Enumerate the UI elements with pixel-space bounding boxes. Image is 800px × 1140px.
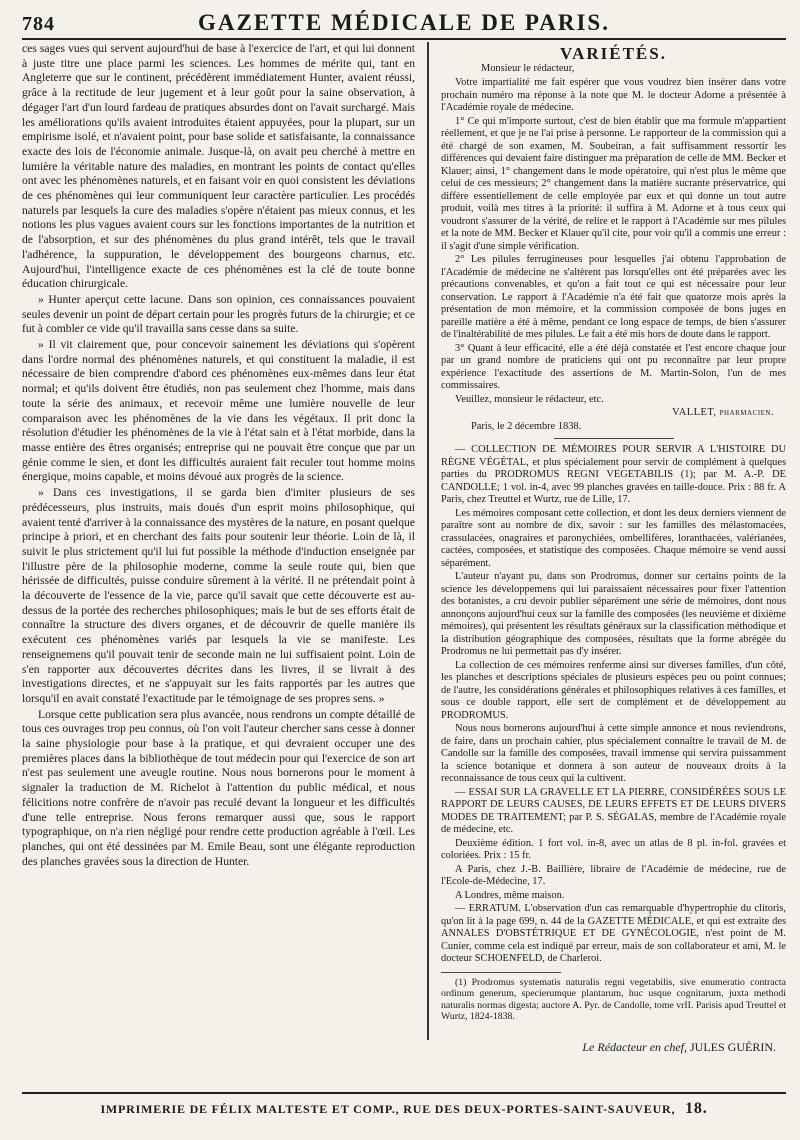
notice-paragraph: A Paris, chez J.-B. Baillière, libraire de l'Académie de médecine, rue de l'Ecole-de-Médecine, 17.	[441, 863, 786, 887]
letter-paragraph: Votre impartialité me fait espérer que vous voudrez bien insérer dans votre prochain numéro ma réponse à la note que M. le docteur Adorne a présentée à l'Académie royale de médecine.	[441, 77, 786, 113]
section-divider	[554, 438, 674, 439]
left-paragraph: » Hunter aperçut cette lacune. Dans son opinion, ces connaissances pouvaient seules devenir un point de départ certain pour les progrès futurs de la chirurgie; et ce fut à combler ce vide qu'il travailla sans cesse dans sa suite.	[22, 292, 415, 336]
imprint-text: IMPRIMERIE DE FÉLIX MALTESTE ET COMP., RUE DES DEUX-PORTES-SAINT-SAUVEUR,	[100, 1102, 676, 1116]
issue-number: 18.	[685, 1100, 708, 1117]
printer-imprint	[22, 1092, 786, 1118]
left-paragraph: ces sages vues qui servent aujourd'hui de base à l'exercice de l'art, et qui lui donnent à juste titre une place parmi les sciences. Les hommes de mérite qui, tant en Angleterre que sur le continent, précédèrent immédiatement Hunter, avaient réussi, grâce à la rectitude de leur jugement et à leur goût pour la saine observation, à dégager l'art d'un lourd fardeau de pratiques absurdes dont on l'avait surchargé. Mais les améliorations qu'ils avaient introduites étaient appuyées, pour la plupart, sur un empirisme isolé, et n'avaient point, pour base solide et satisfaisante, la connaissance exacte des lois de l'économie animale. Jusque-là, on avait peu cherché à mettre en lumière la véritable nature des maladies, en montrant les points de contact qu'elles ont avec les phénomènes naturels, et en faisant voir en quoi consistent les déviations de ces phénomènes qui leur communiquent leur caractère particulier. Les procédés naturels par lesquels la cure des maladies s'opère n'étaient pas mieux connus, et les notions les plus vagues avaient cours sur les fonctions importantes de la nutrition et de l'absorption, et sur des phénomènes du plus grand intérêt, tels que le travail l'adhérence, la suppuration, le développement des bourgeons charnus, etc. Aujourd'hui, l'intelligence exacte de ces phénomènes est la clé de toute bonne éducation chirurgicale.	[22, 42, 415, 291]
editor-credit	[441, 1041, 786, 1054]
section-title: VARIÉTÉS.	[560, 44, 667, 63]
letter-paragraph: 1° Ce qui m'importe surtout, c'est de bien établir que ma formule m'appartient réellement, et que je ne l'ai prise à personne. Le rapporteur de la commission qui a été chargé de son examen, M. Soubeiran, a fait suffisamment ressortir les différences qui devaient faire distinguer ma préparation de celle de MM. Becker et Klauer; ainsi, 1° changement dans le mode opératoire, qui n'est plus le même que celui de ces messieurs; 2° changement dans la matière sucrante préservatrice, qui diffère essentiellement de celle employée par eux et qui donne un tout autre produit, voilà mes titres à la priorité: il suffira à M. Adorne et à tous ceux qui voudront s'assurer de la vérité, de relire et le rapport à l'Académie sur mes pilules et la note de MM. Becker et Klauer qu'il cite, pour voir qu'il a commis une erreur : il s'agit d'une simple vérification.	[441, 115, 786, 252]
masthead	[22, 10, 786, 40]
letter-signature: VALLET, pharmacien.	[672, 407, 774, 418]
letter-salutation: Monsieur le rédacteur,	[481, 62, 575, 74]
notice-paragraph: Deuxième édition. 1 fort vol. in-8, avec un atlas de 8 pl. in-fol. gravées et coloriées. Prix : 15 fr.	[441, 837, 786, 861]
right-column	[429, 42, 786, 1054]
review-paragraph: L'auteur n'ayant pu, dans son Prodromus, donner sur certains points de la science les développemens qui lui paraissaient nécessaires pour fixer l'attention des botanistes, a cru devoir publier séparément une série de mémoires, dont nous annonçons aujourd'hui ceux sur la famille des composées (les neuvième et dixième mémoires), qui présentent les résultats généraux sur la classification méthodique et la distribution géographique des composées, résultats que la forme abrégée du Prodromus ne lui permettait pas d'y insérer.	[441, 571, 786, 657]
letter-paragraph: 2° Les pilules ferrugineuses pour lesquelles j'ai obtenu l'approbation de l'Académie de médecine ne s'altèrent pas lorsqu'elles ont été préparées avec les précautions convenables, et qu'on a fait tout ce qui est nécessaire pour leur conservation. Le rapport à l'Académie n'a été fait que quatorze mois après la présentation de mon mémoire, et la commission composée de bons juges en pareille matière a été à même, pendant ce long espace de temps, de bien s'assurer de l'inaltérabilité de mes pilules. Le fait a été mis hors de doute dans le rapport.	[441, 254, 786, 340]
article-columns	[22, 42, 786, 1054]
footnote-divider	[441, 972, 561, 973]
notice-paragraph: A Londres, même maison.	[455, 889, 565, 901]
left-paragraph: Lorsque cette publication sera plus avancée, nous rendrons un compte détaillé de tous ces ouvrages trop peu connus, où l'on voit l'auteur chercher sans cesse à donner la saine physiologie pour base à la pratique, et qui devraient occuper une des premières places dans la bibliothèque de tout médecin pour qui l'exercice de son art n'est pas seulement une aveugle routine. Nous nous bornerons pour le moment à signaler la traduction de M. Richelot à l'attention du public médical, et nous félicitions notre confrère de n'avoir pas reculé devant la longueur et les difficultés d'une telle entreprise. Nous ferons remarquer aussi que, sous le rapport typographique, on n'a rien négligé pour rendre cette production agréable à l'œil. Les planches, qui ont été dessinées par M. Emile Beau, sont une élégante reproduction des planches gravées sous la direction de Hunter.	[22, 707, 415, 868]
letter-paragraph: 3° Quant à leur efficacité, elle a été déjà constatée et l'est encore chaque jour par un grand nombre de praticiens qui ont pu reconnaître par leur propre expérience l'exactitude des assertions de M. Martin-Solon, l'un de mes commissaires.	[441, 342, 786, 391]
review-paragraph: La collection de ces mémoires renferme ainsi sur diverses familles, d'un côté, les planches et descriptions spéciales de plusieurs espèces peu ou point connues; de l'autre, les considérations générales et philosophiques relatives à ces familles, et sous ce double rapport, elle sert de complément et de développement au PRODROMUS.	[441, 659, 786, 721]
notice-paragraph: — ESSAI SUR LA GRAVELLE ET LA PIERRE, CONSIDÉRÉES SOUS LE RAPPORT DE LEURS CAUSES, DE LEURS EFFETS ET DE LEURS DIVERS MODES DE TRAITEMENT; par P. S. SÉGALAS, membre de l'Académie royale de médecine, etc.	[441, 786, 786, 835]
publication-title: GAZETTE MÉDICALE DE PARIS.	[198, 10, 610, 35]
left-paragraph: » Il vit clairement que, pour concevoir sainement les déviations qui s'opèrent dans l'ordre normal des phénomènes naturels, et qui constituent la maladie, il est nécessaire de bien comprendre d'abord ces phénomènes eux-mêmes dans leur état normal; et qu'ils doivent être étudiés, non pas seulement chez l'homme, mais dans toute la série des animaux, et recevoir même une lumière nouvelle de leur comparaison avec les phénomènes de la vie dans les végétaux. Il prit donc la résolution d'étudier les phénomènes de la vie à l'état sain et à l'état morbide, dans la masse entière des êtres organisés; entreprise qui ne pouvait être conçue que par un génie comme le sien, et dont les difficultés auraient fait reculer tout homme moins énergique, moins capable, et moins dévoué aux progrès de la science.	[22, 338, 415, 484]
letter-paragraph: Veuillez, monsieur le rédacteur, etc.	[455, 393, 604, 405]
editor-name: JULES GUÉRIN.	[690, 1039, 776, 1054]
review-paragraph: Les mémoires composant cette collection, et dont les deux derniers viennent de paraître sont au nombre de dix, savoir : sur les familles des mélastomacées, crassulacées, onagraires et paronychiées, ombellifères, loranthacées, valérianées, cactées, composées, et statistique des composées. Chaque mémoire se vend aussi séparément.	[441, 507, 786, 569]
footnote: (1) Prodromus systematis naturalis regni vegetabilis, sive enumeratio contracta ordinum generum, specierumque plantarum, huc usque cognitarum, juxta methodi naturalis normas digesta; auctore A. Pyr. de Candolle, tome vrII. Parisis apud Treuttel et Wurtz, 1824-1838.	[441, 976, 786, 1022]
review-paragraph: — COLLECTION DE MÉMOIRES POUR SERVIR A L'HISTOIRE DU RÈGNE VÉGÉTAL, et plus spécialement pour servir de complément à quelques parties du PRODROMUS REGNI VEGETABILIS (1); par M. A.-P. DE CANDOLLE; 1 vol. in-4, avec 99 planches gravées en taille-douce. Prix : 88 fr. A Paris, chez Treuttel et Wurtz, rue de Lille, 17.	[441, 444, 786, 505]
page-number: 784	[22, 13, 55, 35]
left-column	[22, 42, 427, 1040]
editor-label: Le Rédacteur en chef,	[582, 1039, 687, 1054]
left-paragraph: » Dans ces investigations, il se garda bien d'imiter plusieurs de ses prédécesseurs, plus instruits, mais doués d'un esprit moins philosophique, qui avaient tenté d'arriver à la connaissance des mystères de la nature, en posant quelque principe à priori, et en cherchant des faits pour soutenir leur théorie. Loin de là, il suivit le plus strictement qu'il lui fut possible la méthode d'induction enseignée par l'illustre père de la philosophie moderne, comme la seule route qui, bien que hérissée de difficultés, puisse conduire sûrement à la vérité. Il ne prétendait point à la découverte de l'essence de la vie, parce qu'il savait que cette découverte est au-dessus de la portée des recherches philosophiques; mais le but de ses efforts était de connaître la structure des divers organes, et de découvrir de quelle manière ils exécutent ces phénomènes variés par lesquels la vie se manifeste. Les renseignemens qu'il pouvait tenir de seconde main ne lui suffisaient point. Loin de s'en rapporter aux découvertes décrites dans les livres, il se livrait à des investigations directes, et ne s'appuyait sur les faits rapportés par les autres que lorsqu'il en avait constaté l'exactitude par le témoignage de ses propres sens. »	[22, 486, 415, 705]
erratum-paragraph: — ERRATUM. L'observation d'un cas remarquable d'hypertrophie du clitoris, qu'on lit à la page 699, n. 44 de la GAZETTE MÉDICALE, et qui est extraite des ANNALES D'OBSTÉTRIQUE ET DE GYNÉCOLOGIE, n'est point de M. Cunier, comme cela est indiqué par erreur, mais de son collaborateur et ami, M. le docteur SCHOENFELD, de Charleroi.	[441, 903, 786, 964]
review-paragraph: Nous nous bornerons aujourd'hui à cette simple annonce et nous reviendrons, de faire, dans un prochain cahier, plus spécialement connaître le travail de M. de Candolle sur la famille des composées, travail immense qui servira puissamment la science botanique et donnera à son auteur de nouveaux droits à la reconnaissance de tous ceux qui la cultivent.	[441, 723, 786, 784]
letter-dateline: Paris, le 2 décembre 1838.	[471, 420, 582, 432]
